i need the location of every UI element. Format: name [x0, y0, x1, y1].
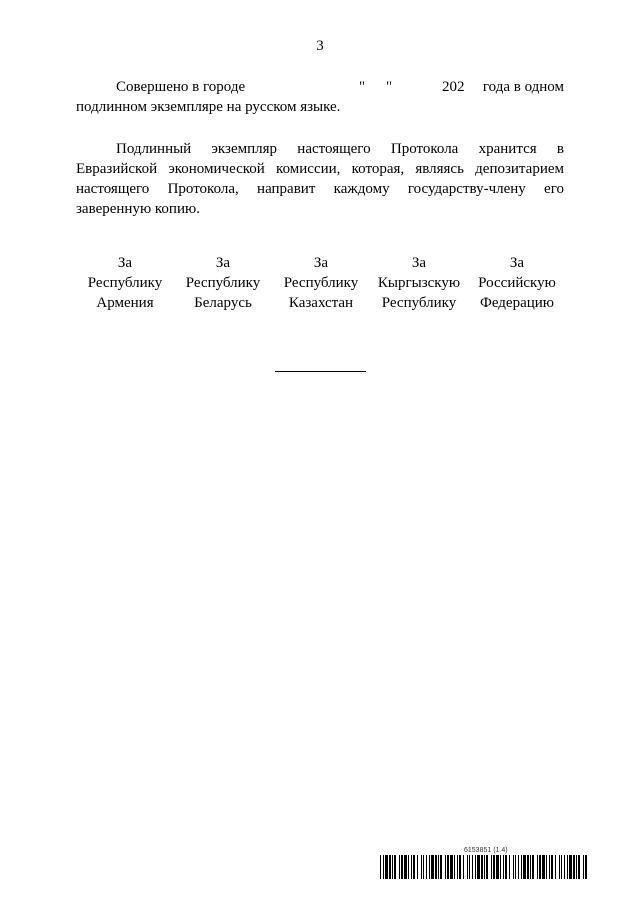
signature-for: За [411, 255, 427, 271]
signature-armenia [76, 253, 174, 313]
paragraph-completed-line1 [76, 79, 564, 99]
signature-country-line1: Российскую [478, 275, 556, 291]
paragraph-completed-line2: подлинном экземпляре на русском языке. [76, 99, 341, 115]
paragraph-depositary: Подлинный экземпляр настоящего Протокола хранится в Евразийской экономической комиссии, которая, являясь депозитарием настоящего Протокола, направит каждому государству-члену его заверенную копию. [76, 141, 564, 217]
signature-country-line2: Армения [96, 295, 154, 311]
page-number: 3 [316, 38, 324, 54]
quote-close: " [386, 79, 393, 95]
signature-country-line1: Кыргызскую [377, 275, 461, 291]
signature-for: За [509, 255, 525, 271]
barcode-icon [380, 855, 590, 879]
signature-for: За [117, 255, 133, 271]
signature-country-line2: Беларусь [194, 295, 252, 311]
signature-country-line1: Республику [283, 275, 359, 291]
signature-country-line2: Федерацию [479, 295, 555, 311]
signature-for: За [215, 255, 231, 271]
closing-rule [275, 371, 366, 372]
signature-country-line2: Республику [381, 295, 457, 311]
signature-block [76, 253, 566, 313]
quote-open: " [359, 79, 366, 95]
signature-russia [468, 253, 566, 313]
signature-kazakhstan [272, 253, 370, 313]
year-prefix: 202 [442, 79, 465, 95]
document-code: 6153851 (1.4) [464, 847, 508, 854]
signature-country-line1: Республику [87, 275, 163, 291]
signature-belarus [174, 253, 272, 313]
signature-kyrgyzstan [370, 253, 468, 313]
year-in-one-text: года в одном [482, 79, 564, 95]
signature-country-line1: Республику [185, 275, 261, 291]
completed-in-city-text: Совершено в городе [116, 79, 246, 95]
signature-country-line2: Казахстан [288, 295, 354, 311]
signature-for: За [313, 255, 329, 271]
